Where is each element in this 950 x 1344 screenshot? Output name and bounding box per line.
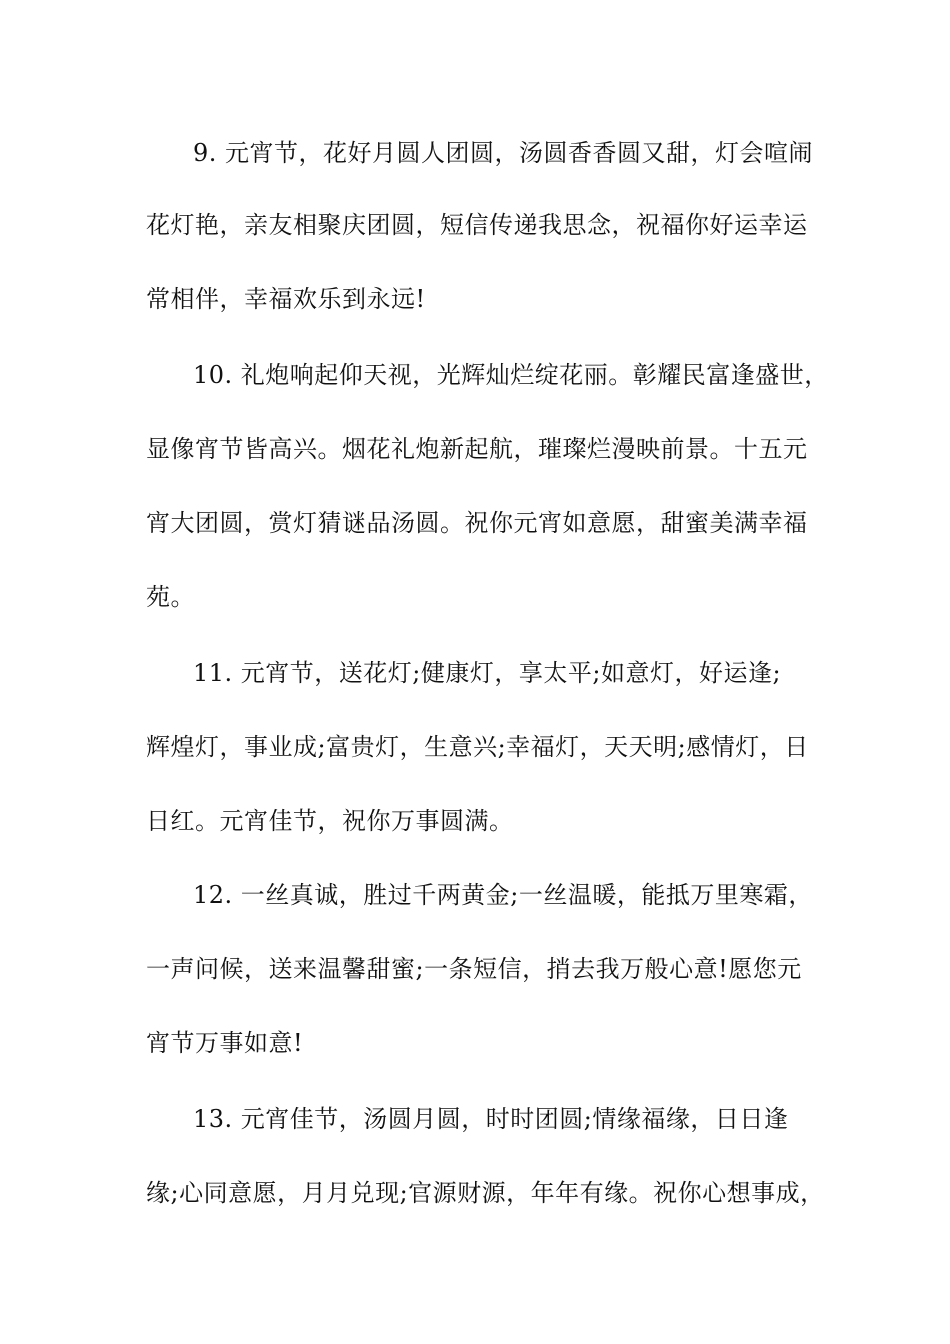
text-line: 10. 礼炮响起仰天视，光辉灿烂绽花丽。彰耀民富逢盛世， bbox=[193, 361, 829, 389]
text-line: 缘;心同意愿，月月兑现;官源财源，年年有缘。祝你心想事成， bbox=[146, 1179, 825, 1207]
text-line: 9. 元宵节，花好月圆人团圆，汤圆香香圆又甜，灯会喧闹 bbox=[193, 139, 814, 167]
text-line: 花灯艳，亲友相聚庆团圆，短信传递我思念，祝福你好运幸运 bbox=[146, 211, 808, 239]
text-line: 辉煌灯，事业成;富贵灯，生意兴;幸福灯，天天明;感情灯，日 bbox=[146, 733, 809, 761]
text-line: 一声问候，送来温馨甜蜜;一条短信，捎去我万般心意!愿您元 bbox=[146, 955, 802, 983]
text-line: 宵大团圆，赏灯猜谜品汤圆。祝你元宵如意愿，甜蜜美满幸福 bbox=[146, 509, 808, 537]
text-line: 13. 元宵佳节，汤圆月圆，时时团圆;情缘福缘，日日逢 bbox=[193, 1105, 789, 1133]
text-line: 苑。 bbox=[146, 583, 195, 611]
text-line: 日红。元宵佳节，祝你万事圆满。 bbox=[146, 807, 514, 835]
text-line: 显像宵节皆高兴。烟花礼炮新起航，璀璨烂漫映前景。十五元 bbox=[146, 435, 808, 463]
text-line: 12. 一丝真诚，胜过千两黄金;一丝温暖，能抵万里寒霜， bbox=[193, 881, 813, 909]
text-line: 常相伴，幸福欢乐到永远! bbox=[146, 285, 426, 313]
text-line: 11. 元宵节，送花灯;健康灯，享太平;如意灯，好运逢; bbox=[193, 659, 782, 687]
text-line: 宵节万事如意! bbox=[146, 1029, 304, 1057]
